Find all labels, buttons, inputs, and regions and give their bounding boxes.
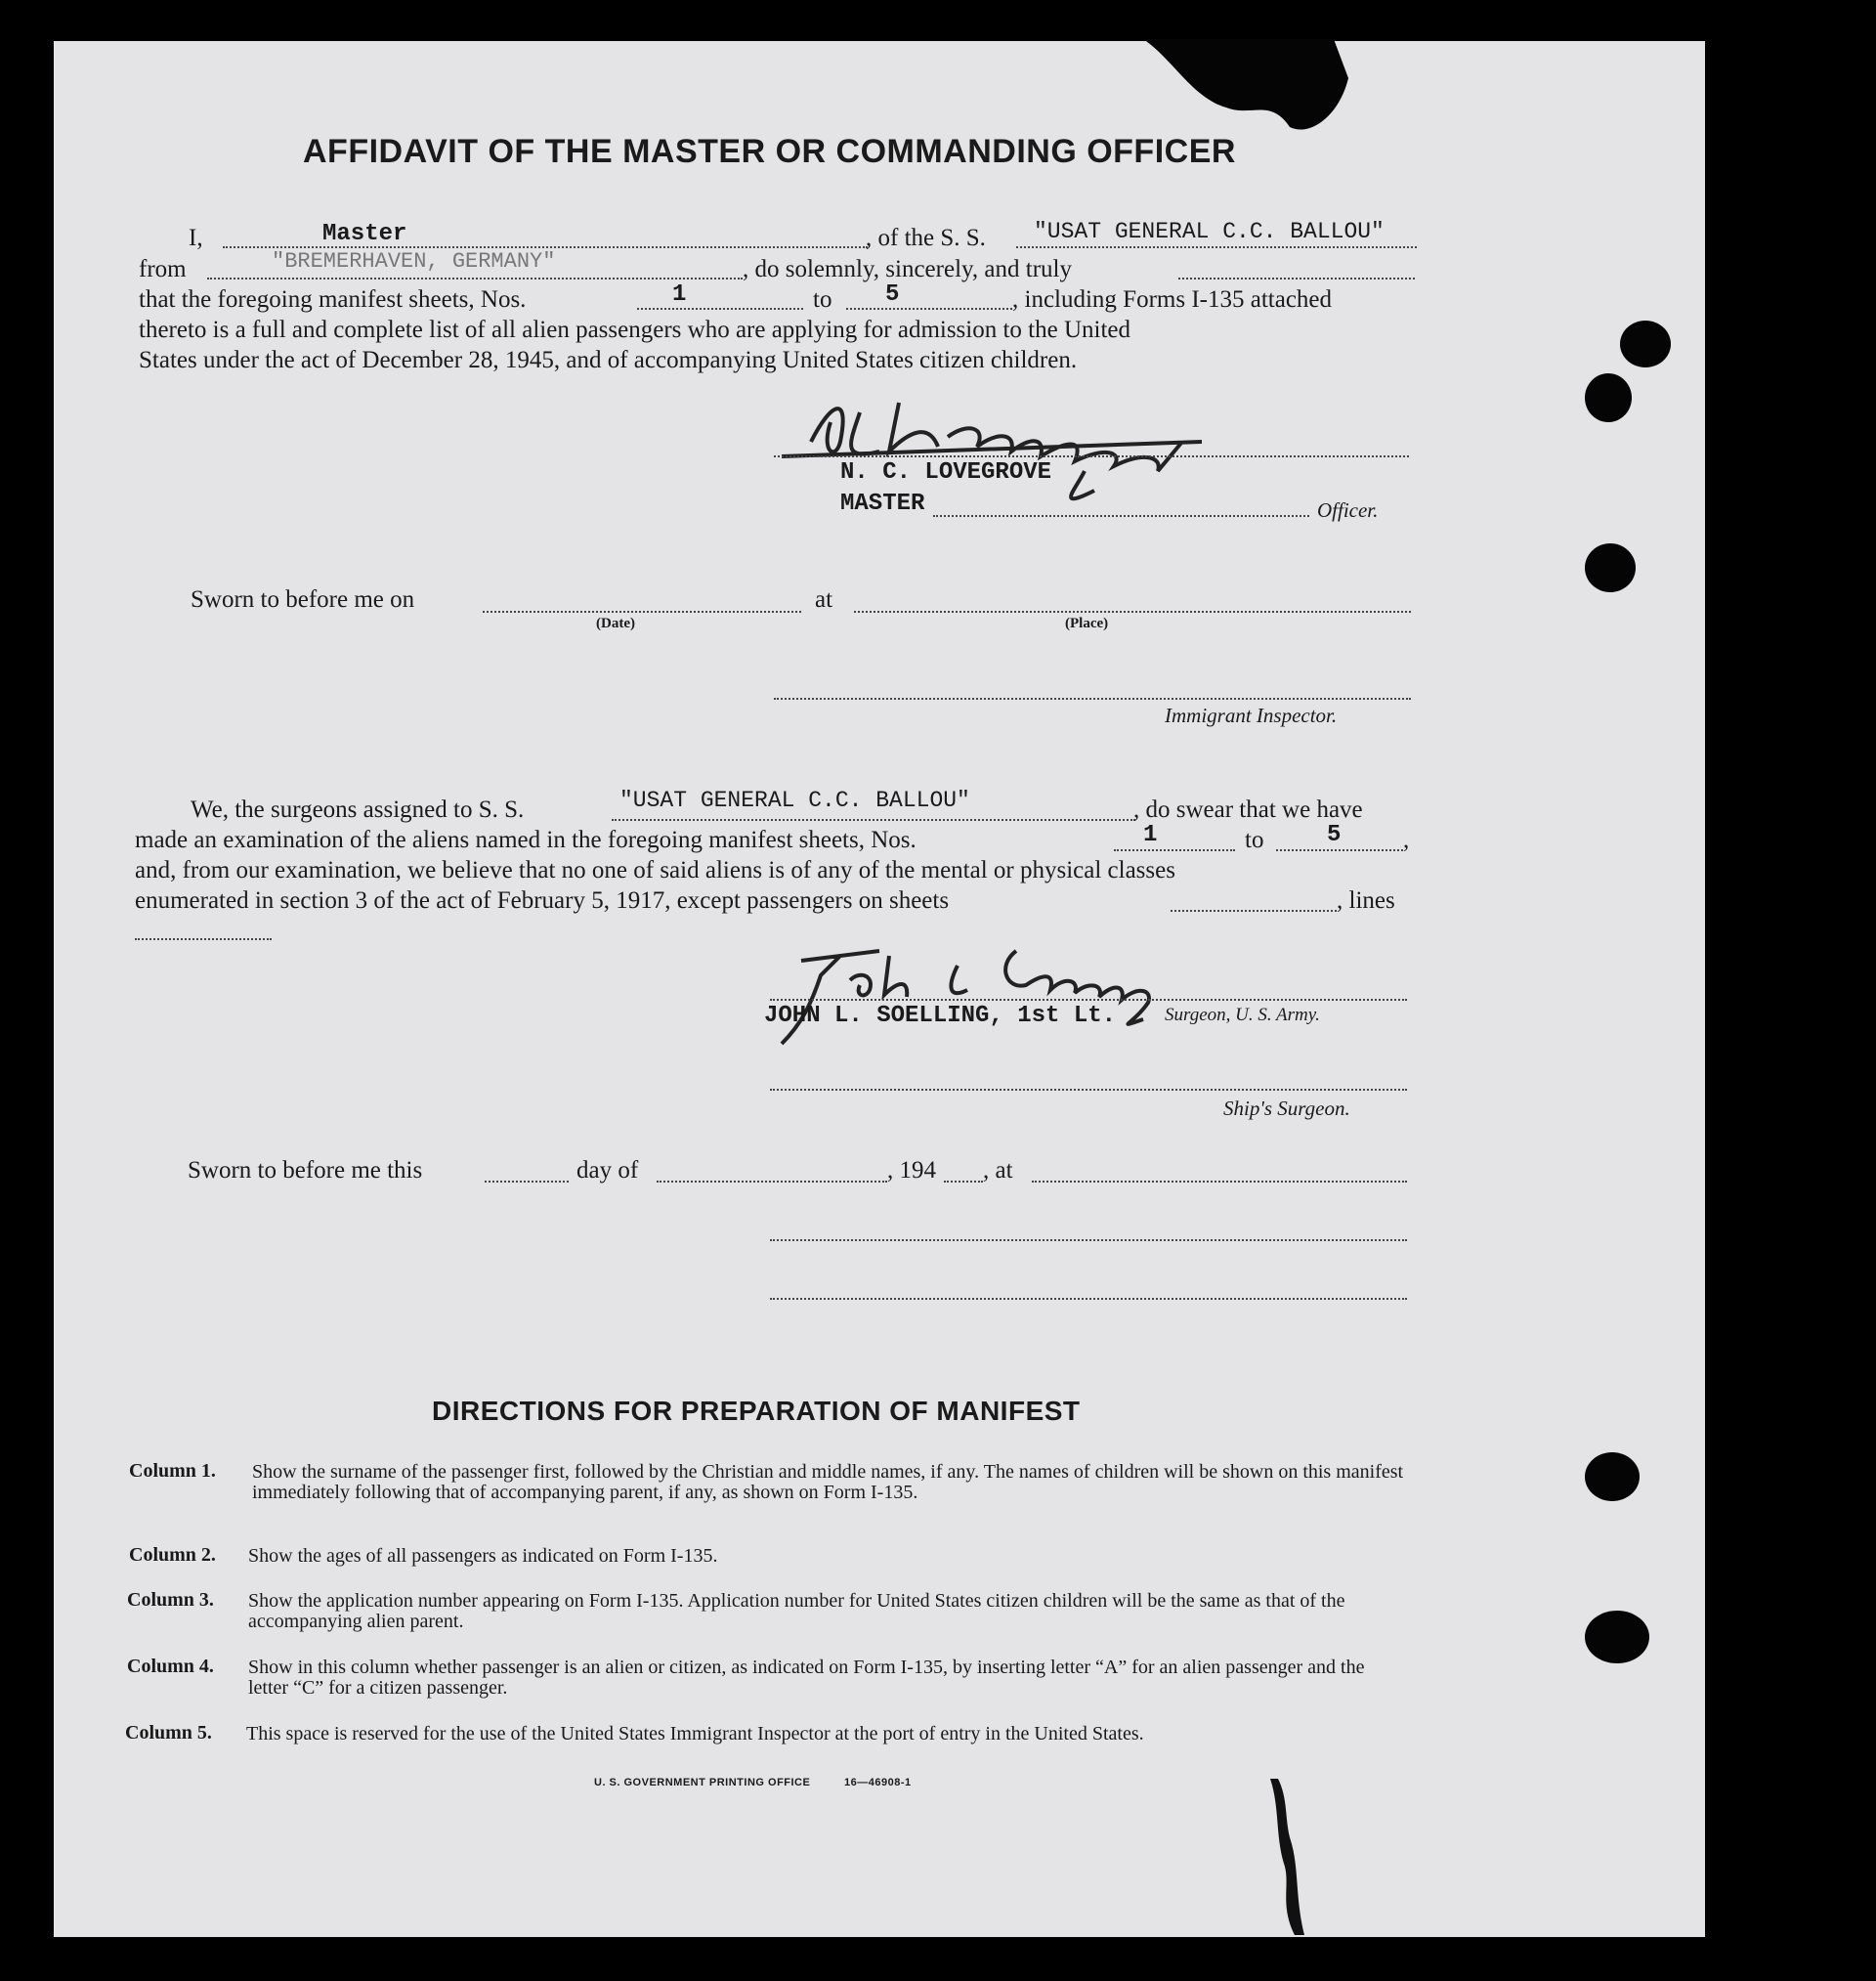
forms-attached-label: , including Forms I-135 attached	[1012, 286, 1333, 313]
sworn-year-line	[944, 1181, 983, 1183]
master-signature-line	[774, 455, 1409, 457]
ship-line	[1016, 246, 1417, 248]
sheet-from-line	[637, 308, 803, 310]
directions-title: DIRECTIONS FOR PREPARATION OF MANIFEST	[432, 1396, 1081, 1426]
inspector-signature-line	[774, 698, 1411, 700]
column-4-text: Show in this column whether passenger is an alien or citizen, as indicated on Form I-135, by inserting letter “A” for an alien passenger and the letter “C” for a citizen passenger.	[248, 1657, 1365, 1699]
sworn-month-line	[657, 1181, 887, 1183]
sworn-on-label: Sworn to before me on	[191, 586, 415, 613]
surgeons-ship-line	[612, 819, 1135, 821]
punch-hole	[1585, 373, 1632, 422]
affidavit-line-4: thereto is a full and complete list of all alien passengers who are applying for admission to the United	[139, 317, 1131, 343]
inspector-caption: Immigrant Inspector.	[1165, 704, 1338, 727]
column-2-text: Show the ages of all passengers as indicated on Form I-135.	[248, 1545, 718, 1567]
surgeons-line-2: made an examination of the aliens named in the foregoing manifest sheets, Nos.	[135, 827, 917, 853]
punch-hole	[1585, 1452, 1640, 1501]
column-1-label: Column 1.	[129, 1460, 216, 1482]
surgeons-line-4: enumerated in section 3 of the act of February 5, 1917, except passengers on sheets	[135, 887, 950, 914]
manifest-line-label: that the foregoing manifest sheets, Nos.	[139, 286, 527, 313]
surgeons-sheet-to: 5	[1327, 822, 1342, 848]
column-5-text: This space is reserved for the use of the United States Immigrant Inspector at the port of entry in the United States.	[246, 1723, 1144, 1744]
document-title: AFFIDAVIT OF THE MASTER OR COMMANDING OFFICER	[303, 133, 1236, 170]
solemnly-line	[1178, 278, 1415, 280]
ink-smudge	[1251, 1779, 1309, 1935]
sworn-this-label: Sworn to before me this	[188, 1157, 423, 1184]
witness-line-2	[770, 1298, 1407, 1300]
surgeons-sheet-from: 1	[1143, 822, 1158, 848]
year-label: , 194	[887, 1157, 936, 1184]
sworn-place-line	[854, 611, 1411, 613]
place-caption: (Place)	[1065, 616, 1109, 631]
punch-hole	[1585, 543, 1636, 592]
surgeon-signature-line	[770, 999, 1407, 1001]
column-2-label: Column 2.	[129, 1544, 216, 1566]
surgeons-from-line	[1114, 849, 1235, 851]
sheet-to-value: 5	[885, 281, 900, 308]
punch-hole	[1620, 321, 1671, 367]
from-label: from	[139, 256, 187, 282]
surgeons-line-1: We, the surgeons assigned to S. S.	[191, 797, 525, 823]
sworn-at-label-2: , at	[983, 1157, 1013, 1184]
from-place-value: "BREMERHAVEN, GERMANY"	[272, 249, 556, 274]
ship-surgeon-caption: Ship's Surgeon.	[1223, 1097, 1350, 1120]
surgeon-signature	[762, 936, 1309, 1054]
day-of-label: day of	[576, 1157, 639, 1184]
surgeon-name: JOHN L. SOELLING, 1st Lt.	[764, 1003, 1117, 1029]
column-3-text: Show the application number appearing on Form I-135. Application number for United States citizen children will be the same as that of the accompanying alien parent.	[248, 1590, 1345, 1632]
sheet-from-value: 1	[672, 281, 687, 308]
surgeons-ship-name: "USAT GENERAL C.C. BALLOU"	[619, 788, 970, 813]
surgeons-to-line	[1276, 849, 1403, 851]
witness-line-1	[770, 1239, 1407, 1241]
surgeon-caption: Surgeon, U. S. Army.	[1165, 1005, 1320, 1025]
surgeons-to-label: to	[1245, 827, 1264, 853]
solemnly-label: , do solemnly, sincerely, and truly	[743, 256, 1072, 282]
except-sheets-line	[1171, 910, 1337, 912]
punch-hole	[1585, 1611, 1649, 1663]
surgeons-swear-label: , do swear that we have	[1133, 797, 1363, 823]
sheet-to-line	[846, 308, 1012, 310]
sworn-date-line	[483, 611, 801, 613]
column-3-label: Column 3.	[127, 1589, 214, 1611]
from-line	[207, 278, 743, 280]
column-1-text: Show the surname of the passenger first, followed by the Christian and middle names, if any. The names of children will be shown on this manifest immediately following that of accompanying parent, if any, as shown on Form I-135.	[252, 1461, 1404, 1503]
surgeons-comma: ,	[1403, 827, 1410, 853]
sworn-at-line-2	[1032, 1181, 1407, 1183]
ship-surgeon-line	[770, 1089, 1407, 1091]
torn-corner-damage	[1133, 39, 1348, 137]
sworn-day-line	[485, 1181, 569, 1183]
of-the-ss-label: , of the S. S.	[866, 225, 986, 251]
except-lines-line	[135, 938, 272, 940]
sworn-at-label: at	[815, 586, 833, 613]
surgeons-line-3: and, from our examination, we believe that no one of said aliens is of any of the mental or physical classes	[135, 857, 1175, 883]
officer-title: MASTER	[840, 491, 925, 517]
rank-line	[223, 246, 868, 248]
lines-label: , lines	[1337, 887, 1395, 914]
i-label: I,	[189, 225, 203, 251]
officer-line	[933, 515, 1309, 517]
affidavit-line-5: States under the act of December 28, 1945, and of accompanying United States citizen children.	[139, 347, 1078, 373]
ship-name-value: "USAT GENERAL C.C. BALLOU"	[1034, 219, 1385, 244]
rank-value: Master	[322, 221, 407, 247]
form-code: 16—46908-1	[844, 1777, 912, 1788]
to-label: to	[813, 286, 832, 313]
column-5-label: Column 5.	[125, 1722, 212, 1744]
officer-caption: Officer.	[1317, 498, 1379, 522]
date-caption: (Date)	[596, 616, 635, 631]
column-4-label: Column 4.	[127, 1656, 214, 1677]
officer-name: N. C. LOVEGROVE	[840, 459, 1052, 486]
printer-imprint: U. S. GOVERNMENT PRINTING OFFICE	[594, 1777, 811, 1788]
